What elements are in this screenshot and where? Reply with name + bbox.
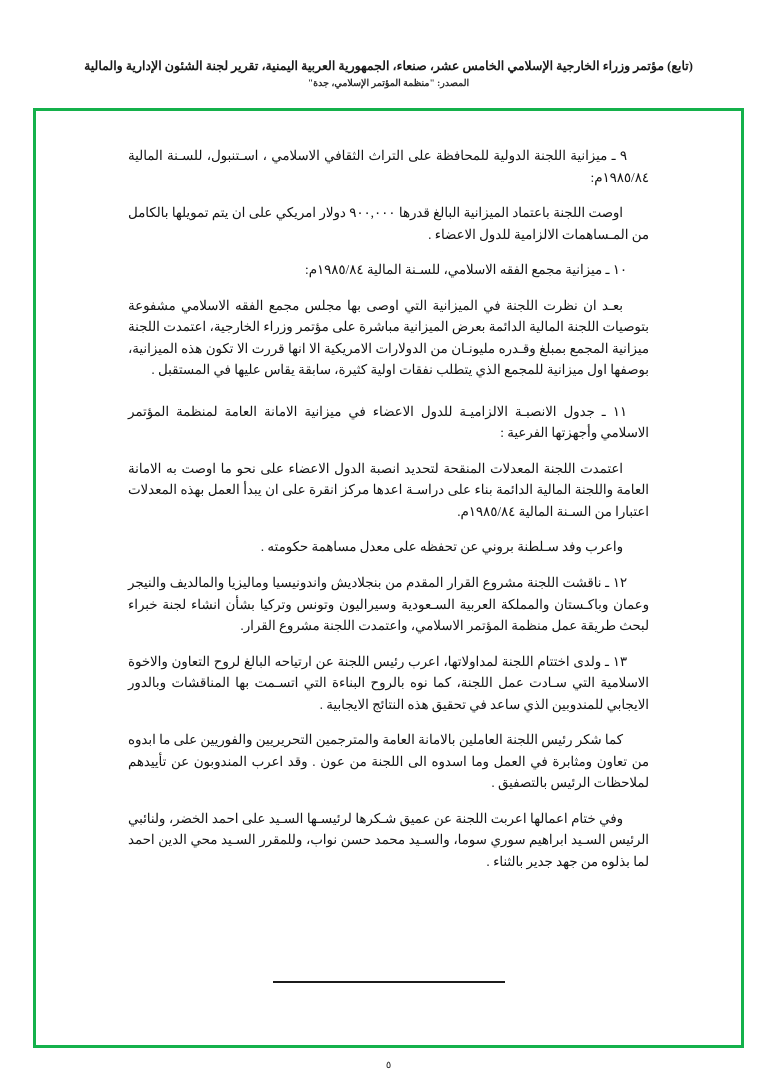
paragraph-contribution-rates: اعتمدت اللجنة المعدلات المنقحة لتحديد انصبة الدول الاعضاء على نحو ما اوصت به الامانة العامة واللجنة المالية الدائمة بناء على دراسـة اعدها مركز انقرة على ان يبدأ العمل بهذه المعدلات اعتبارا من السـنة المالية ١٩٨٥/٨٤م.: [128, 460, 649, 519]
paragraph-budget-approval: اوصت اللجنة باعتماد الميزانية البالغ قدرها ٩٠٠,٠٠٠ دولار امريكي على ان يتم تمويلها بالكامل من المـساهمات الالزامية للدول الاعضاء .: [128, 205, 649, 242]
paragraph-item-11: ١١ ـ جدول الانصبـة الالزاميـة للدول الاعضاء في ميزانية الامانة العامة لمنظمة المؤتمر الاسلامي وأجهزتها الفرعية :: [128, 403, 649, 441]
closing-divider: [36, 981, 741, 983]
header-source: المصدر: "منظمة المؤتمر الإسلامي، جدة": [307, 79, 470, 90]
document-body: [128, 145, 649, 886]
paragraph-fiqh-academy-budget: بعـد ان نظرت اللجنة في الميزانية التي اوصى بها مجلس مجمع الفقه الاسلامي مشفوعة بتوصيات اللجنة المالية الدائمة بعرض الميزانية مباشرة على مؤتمر وزراء الخارجية، اعتمدت اللجنة ميزانية المجمع بمبلغ وقـدره مليونـان من الدولارات الامريكية الا انها قررت الا تكون هذه الميزانية، بوصفها اول ميزانية للمجمع الذي يتطلب نفقات اولية كثيرة، سابقة يقاس عليها في المستقبل .: [128, 297, 649, 378]
green-border-frame: [33, 108, 744, 1048]
paragraph-item-10: ١٠ ـ ميزانية مجمع الفقه الاسلامي، للسـنة المالية ١٩٨٥/٨٤م:: [305, 262, 627, 278]
document-header: [0, 58, 777, 89]
header-title: (تابع) مؤتمر وزراء الخارجية الإسلامي الخامس عشر، صنعاء، الجمهورية العربية اليمنية، تقرير لجنة الشئون الإدارية والمالية: [84, 59, 693, 73]
paragraph-closing-thanks: وفي ختام اعمالها اعربت اللجنة عن عميق شـكرها لرئيسـها السـيد على احمد الخضر، ولنائبي الرئيس السـيد ابراهيم سوري سوما، والسـيد محمد حسن نواب، وللمقرر السـيد محي الدين احمد لما بذلوه من جهد جدير بالثناء .: [128, 810, 649, 869]
paragraph-brunei-reservation: واعرب وفد سـلطنة بروني عن تحفظه على معدل مساهمة حكومته .: [260, 539, 623, 555]
divider-line: [273, 981, 505, 983]
paragraph-thanks-secretariat: كما شكر رئيس اللجنة العاملين بالامانة العامة والمترجمين التحريريين والفوريين على ما ابدوه من تعاون ومثابرة في العمل وما اسدوه الى اللجنة من عون . وقد اعرب المندوبون عن تأييدهم لملاحظات الرئيس بالتصفيق .: [128, 732, 649, 791]
paragraph-item-13: ١٣ ـ ولدى اختتام اللجنة لمداولاتها، اعرب رئيس اللجنة عن ارتياحه البالغ لروح التعاون والاخوة الاسلامية التي سـادت عمل اللجنة، كما نوه بالروح البناءة التي اتسـمت بها المناقشات وبالدور الايجابي للمندوبين الذي ساعد في تحقيق هذه النتائج الايجابية .: [128, 653, 649, 712]
page-number: ٥: [385, 1060, 392, 1071]
paragraph-item-9: ٩ ـ ميزانية اللجنة الدولية للمحافظة على التراث الثقافي الاسلامي ، اسـتنبول، للسـنة المالية ١٩٨٥/٨٤م:: [128, 148, 649, 185]
paragraph-item-12: ١٢ ـ ناقشت اللجنة مشروع القرار المقدم من بنجلاديش واندونيسيا وماليزيا والمالديف والنيجر وعمان وباكـستان والمملكة العربية السـعودية وسيراليون وتونس وتركيا بشأن انشاء لجنة خبراء لبحث طريقة عمل منظمة المؤتمر الاسلامي، واعتمدت اللجنة مشروع القرار.: [128, 574, 649, 634]
